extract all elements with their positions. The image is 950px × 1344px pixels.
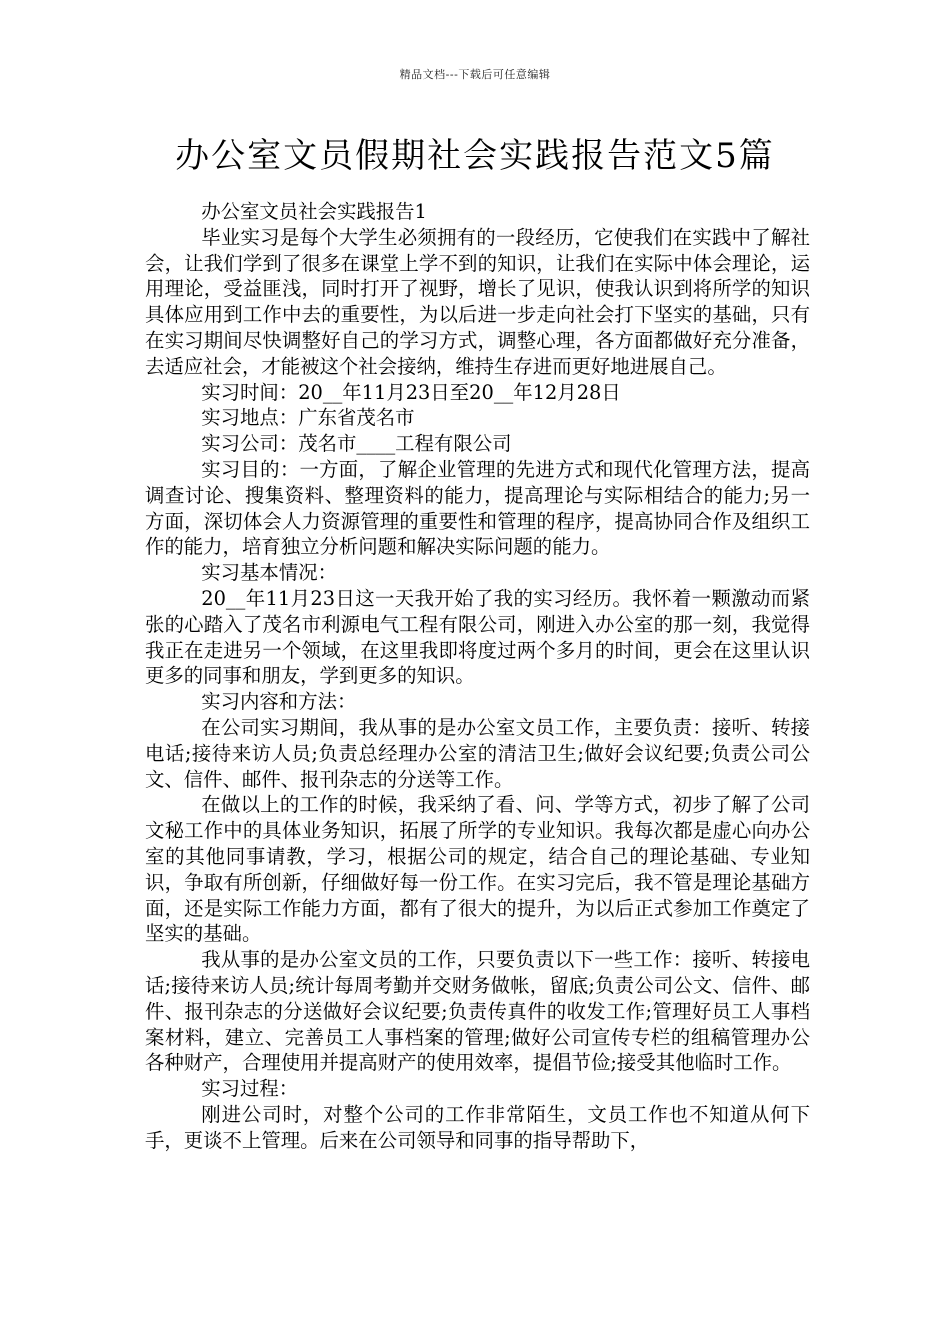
page-header: 精品文档---下载后可任意编辑 [399, 68, 551, 81]
section-heading: 实习过程： [201, 1077, 299, 1101]
paragraph: 我从事的是办公室文员的工作，只要负责以下一些工作：接听、转接电话;接待来访人员;统计每周考勤并交财务做帐，留底;负责公司公文、信件、邮件、报刊杂志的分送做好会议纪要;负责传真件的收发工作;管理好员工人事档案材料，建立、完善员工人事档案的管理;做好公司宣传专栏的组稿管理办公各种财产，合理使用并提高财产的使用效率，提倡节俭;接受其他临时工作。 [145, 948, 810, 1075]
section-heading: 办公室文员社会实践报告1 [201, 200, 427, 223]
paragraph: 20__年11月23日这一天我开始了我的实习经历。我怀着一颗激动而紧张的心踏入了茂名市利源电气工程有限公司，刚进入办公室的那一刻，我觉得我正在走进另一个领域，在这里我即将度过两个多月的时间，更会在这里认识更多的同事和朋友，学到更多的知识。 [145, 586, 810, 688]
section-heading: 实习内容和方法： [201, 690, 357, 714]
document-body [145, 199, 810, 1153]
paragraph: 毕业实习是每个大学生必须拥有的一段经历，它使我们在实践中了解社会，让我们学到了很多在课堂上学不到的知识，让我们在实际中体会理论，运用理论，受益匪浅，同时打开了视野，增长了见识，使我认识到将所学的知识具体应用到工作中去的重要性，为以后进一步走向社会打下坚实的基础，只有在实习期间尽快调整好自己的学习方式，调整心理，各方面都做好充分准备，去适应社会，才能被这个社会接纳，维持生存进而更好地进展自己。 [145, 225, 810, 378]
section-heading: 实习基本情况： [201, 561, 337, 585]
paragraph: 在公司实习期间，我从事的是办公室文员工作，主要负责：接听、转接电话;接待来访人员;负责总经理办公室的清洁卫生;做好会议纪要;负责公司公文、信件、邮件、报刊杂志的分送等工作。 [145, 715, 810, 791]
info-line-location: 实习地点：广东省茂名市 [201, 406, 415, 430]
info-line-time: 实习时间：20__年11月23日至20__年12月28日 [201, 380, 621, 404]
paragraph: 实习目的：一方面，了解企业管理的先进方式和现代化管理方法，提高调查讨论、搜集资料、整理资料的能力，提高理论与实际相结合的能力;另一方面，深切体会人力资源管理的重要性和管理的程序，提高协同合作及组织工作的能力，培育独立分析问题和解决实际问题的能力。 [145, 457, 810, 559]
info-line-company: 实习公司：茂名市____工程有限公司 [201, 432, 512, 456]
document-title: 办公室文员假期社会实践报告范文5篇 [175, 136, 775, 176]
paragraph: 在做以上的工作的时候，我采纳了看、问、学等方式，初步了解了公司文秘工作中的具体业务知识，拓展了所学的专业知识。我每次都是虚心向办公室的其他同事请教，学习，根据公司的规定，结合自己的理论基础、专业知识，争取有所创新，仔细做好每一份工作。在实习完后，我不管是理论基础方面，还是实际工作能力方面，都有了很大的提升，为以后正式参加工作奠定了坚实的基础。 [145, 793, 810, 946]
paragraph: 刚进公司时，对整个公司的工作非常陌生，文员工作也不知道从何下手，更谈不上管理。后来在公司领导和同事的指导帮助下， [145, 1102, 810, 1152]
